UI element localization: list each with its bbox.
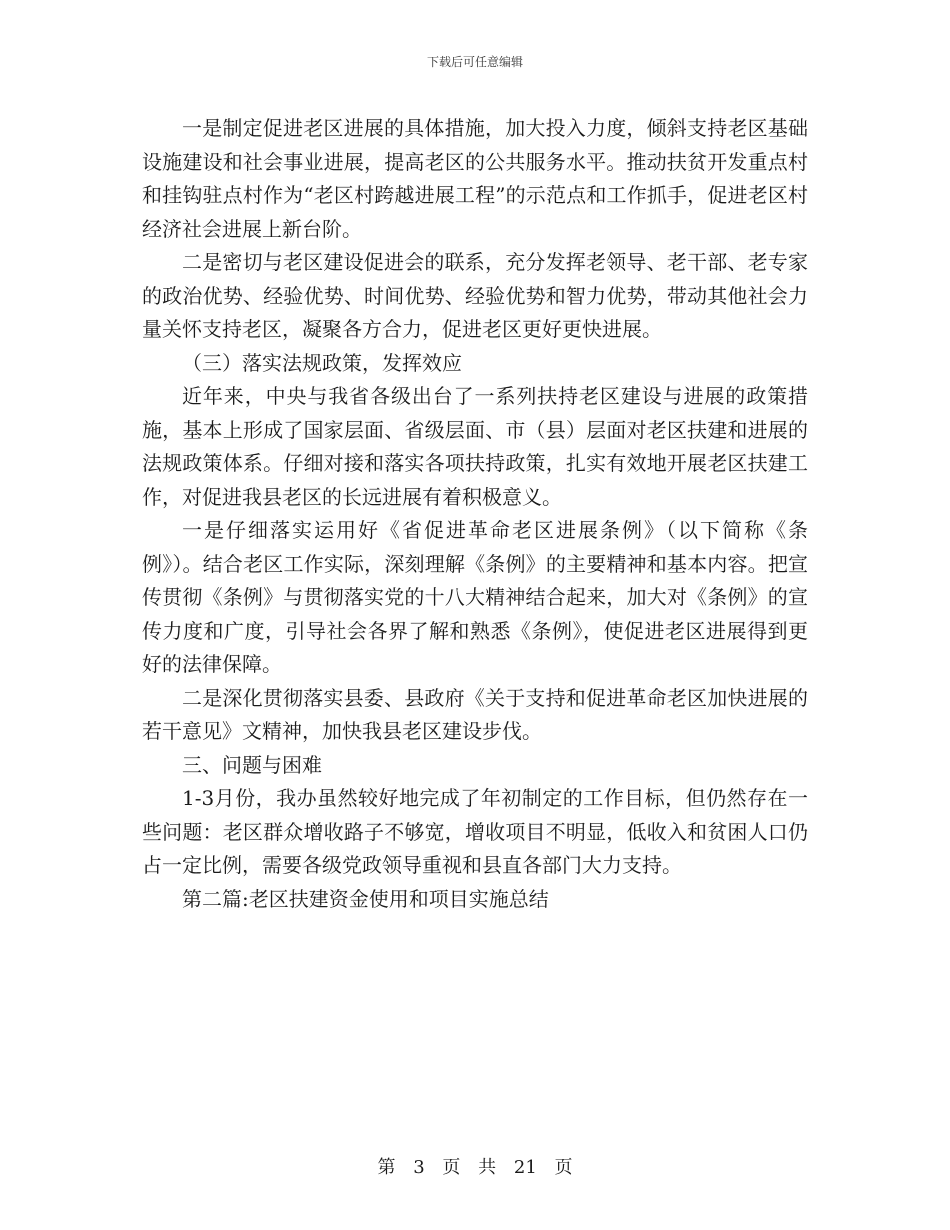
- total-word: 页: [554, 1157, 573, 1178]
- page-word: 页: [442, 1157, 461, 1178]
- total-pages: 21: [513, 1157, 537, 1178]
- paragraph-2: 二是密切与老区建设促进会的联系，充分发挥老领导、老干部、老专家的政治优势、经验优势、时间优势、经验优势和智力优势，带动其他社会力量关怀支持老区，凝聚各方合力，促进老区更好更快进展。: [142, 250, 808, 341]
- paragraph-4: 近年来，中央与我省各级出台了一系列扶持老区建设与进展的政策措施，基本上形成了国家层面、省级层面、市（县）层面对老区扶建和进展的法规政策体系。仔细对接和落实各项扶持政策，扎实有效地开展老区扶建工作，对促进我县老区的长远进展有着积极意义。: [142, 384, 808, 509]
- total-label: 共: [478, 1157, 497, 1178]
- section-heading-3: （三）落实法规政策，发挥效应: [182, 350, 462, 375]
- page-footer: [0, 1153, 950, 1179]
- page-number: 3: [413, 1157, 425, 1178]
- paragraph-5: 一是仔细落实运用好《省促进革命老区进展条例》（以下简称《条例》）。结合老区工作实际，深刻理解《条例》的主要精神和基本内容。把宣传贯彻《条例》与贯彻落实党的十八大精神结合起来，加大对《条例》的宣传力度和广度，引导社会各界了解和熟悉《条例》，使促进老区进展得到更好的法律保障。: [142, 518, 808, 676]
- paragraph-8: 1-3月份，我办虽然较好地完成了年初制定的工作目标，但仍然存在一些问题：老区群众增收路子不够宽，增收项目不明显，低收入和贫困人口仍占一定比例，需要各级党政领导重视和县直各部门大力支持。: [142, 786, 808, 877]
- chapter-title-2: 第二篇:老区扶建资金使用和项目实施总结: [182, 886, 549, 911]
- section-heading-problems: 三、问题与困难: [182, 752, 322, 777]
- page-header: 下载后可任意编辑: [426, 55, 523, 69]
- page-label: 第: [377, 1157, 396, 1178]
- paragraph-6: 二是深化贯彻落实县委、县政府《关于支持和促进革命老区加快进展的若干意见》文精神，加快我县老区建设步伐。: [142, 685, 808, 743]
- paragraph-1: 一是制定促进老区进展的具体措施，加大投入力度，倾斜支持老区基础设施建设和社会事业进展，提高老区的公共服务水平。推动扶贫开发重点村和挂钩驻点村作为“老区村跨越进展工程”的示范点和工作抓手，促进老区村经济社会进展上新台阶。: [142, 116, 808, 241]
- document-body: [142, 112, 808, 916]
